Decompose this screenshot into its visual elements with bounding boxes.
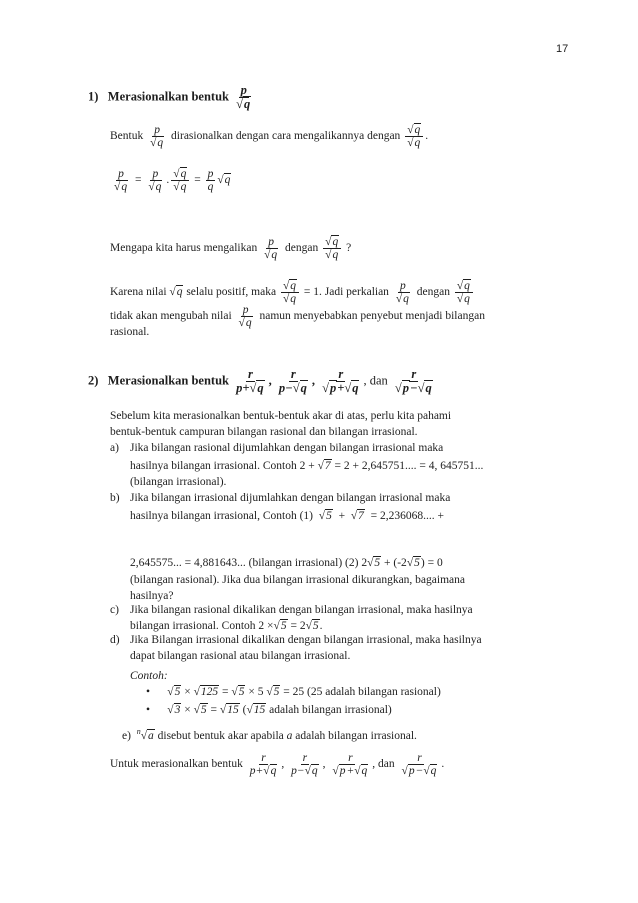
contoh-label: Contoh: [130,670,168,682]
section-2-heading: 2) Merasionalkan bentuk $\frac{r}{p+√q}$ , $\frac{r}{p-√q}$ , $\frac{r}{√p+√q}$ , dan $\frac{r}{√p-√q}$ [88,367,432,396]
item-a-line-1: Jika bilangan rasional dijumlahkan dengan bilangan irrasional maka [130,442,444,454]
page-number: 17 [556,43,569,55]
final-line: Untuk merasionalkan bentuk $\frac{r}{p+√q}$ , $\frac{r}{p-√q}$ , $\frac{r}{√p+√q}$ , dan $\frac{r}{√p-√q}$ . [110,752,445,778]
s1-karena-line-2: tidak akan mengubah nilai $\frac{p}{√q}$ namun menyebabkan penyebut menjadi bilangan [110,304,485,330]
s1-question: Mengapa kita harus mengalikan $\frac{p}{√q}$ dengan $\frac{√q}{√q}$ ? [110,236,352,262]
item-b-line-5: hasilnya? [130,590,174,602]
item-c-label: c) [110,604,119,616]
item-d-line-1: Jika Bilangan irrasional dikalikan dengan bilangan irrasional, maka hasilnya [130,634,482,646]
fraction-sqrt-q-over-sqrt-q: $\frac{√q}{√q}$ [405,124,423,149]
item-a-line-2: hasilnya bilangan irrasional. Contoh 2 + √7 = 2 + 2,645751.... = 4, 645751... [130,460,484,472]
section-2-title: Merasionalkan bentuk [107,373,230,388]
s2-intro-line-1: Sebelum kita merasionalkan bentuk-bentuk akar di atas, perlu kita pahami [110,410,452,422]
item-e: e) $^n$√a disebut bentuk akar apabila a adalah bilangan irrasional. [122,727,417,742]
item-a-label: a) [110,442,119,454]
section-1-title: Merasionalkan bentuk [107,89,230,104]
item-d-label: d) [110,634,120,646]
fraction-p-over-sqrt-q: $\frac{p}{√q}$ [150,124,164,150]
s1-karena-line-1: Karena nilai √q selalu positif, maka $\frac{√q}{√q}$ = 1. Jadi perkalian $\frac{p}{√q}$ dengan $\frac{√q}{√q}$ [110,280,475,305]
s1-karena-line-3: rasional. [110,326,150,338]
item-b-line-1: Jika bilangan irrasional dijumlahkan dengan bilangan irrasional maka [130,492,451,504]
bullet: • [146,686,151,698]
item-e-label: e) [122,729,131,742]
item-d-line-2: dapat bilangan rasional atau bilangan irrasional. [130,650,351,662]
s1-paragraph-bentuk: Bentuk $\frac{p}{√q}$ dirasionalkan dengan cara mengalikannya dengan $\frac{√q}{√q}$ . [110,124,429,150]
s1-equation: $\frac{p}{√q}$ = $\frac{p}{√q}$ . $\frac{√q}{√q}$ = $\frac{p}{q}$ √q [114,168,231,194]
section-1-heading [88,84,255,111]
fraction-p-over-sqrt-q: $\frac{p}{√q}$ [236,83,251,112]
example-2: • √3 × √5 = √15 (√15 adalah bilangan irrasional) [146,704,392,716]
item-c-line-1: Jika bilangan rasional dikalikan dengan bilangan irrasional, maka hasilnya [130,604,473,616]
item-b-line-4: (bilangan rasional). Jika dua bilangan irrasional dikurangkan, bagaimana [130,574,465,586]
section-1-number: 1) [88,89,99,104]
section-2-number: 2) [88,373,99,388]
item-b-line-2: hasilnya bilangan irrasional, Contoh (1) √5 + √7 = 2,236068.... + [130,510,444,522]
s2-intro-line-2: bentuk-bentuk campuran bilangan rasional dan bilangan irrasional. [110,426,418,438]
item-b-line-3: 2,645575... = 4,881643... (bilangan irrasional) (2) 2√5 + (-2√5) = 0 [130,557,443,569]
item-c-line-2: bilangan irrasional. Contoh 2 ×√5 = 2√5. [130,620,323,632]
item-a-line-3: (bilangan irrasional). [130,476,227,488]
bullet: • [146,704,151,716]
example-1: • √5 × √125 = √5 × 5 √5 = 25 (25 adalah bilangan rasional) [146,686,441,698]
item-b-label: b) [110,492,120,504]
